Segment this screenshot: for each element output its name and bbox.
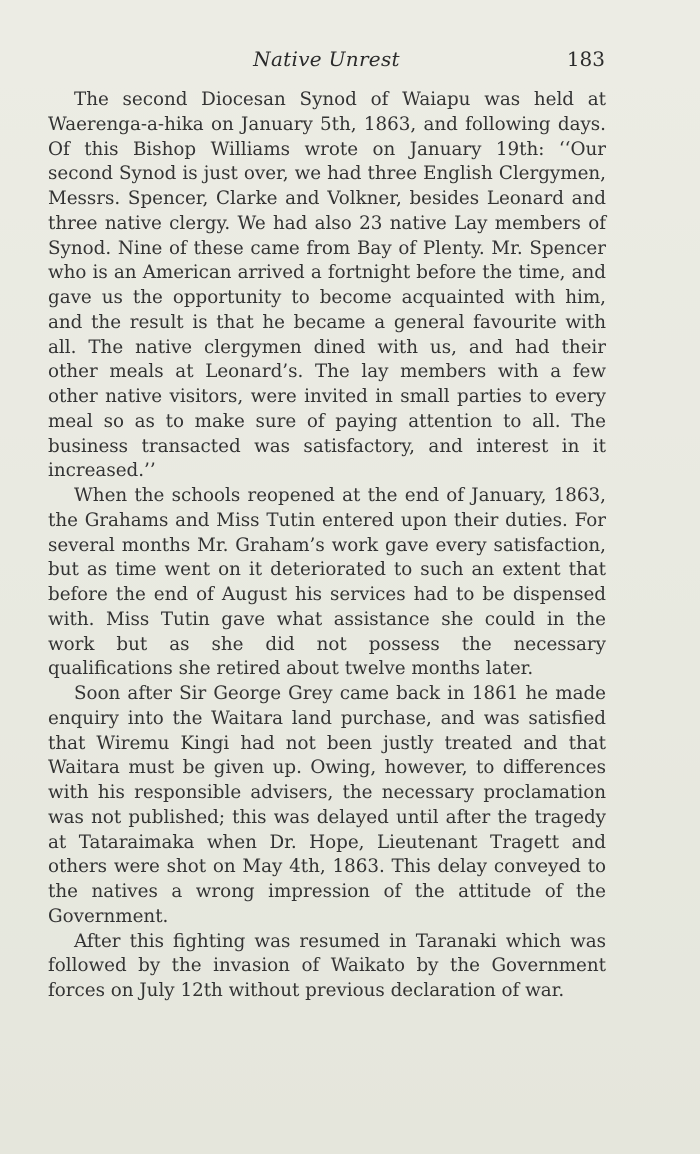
paragraph-taranaki: After this fighting was resumed in Taranaki which was followed by the invasion of Waikato by the Government forces on July 12th without previous declaration of war. (48, 930, 606, 1001)
running-title: Native Unrest (253, 47, 400, 71)
paragraph-schools: When the schools reopened at the end of January, 1863, the Grahams and Miss Tutin entered upon their duties. For several months Mr. Graham’s work gave every satisfaction, but as time went on it deteriorated to such an extent that before the end of August his services had to be dispensed with. Miss Tutin gave what assistance she could in the work but as she did not possess the necessary qualifications she retired about twelve months later. (48, 485, 606, 680)
body-text (48, 88, 606, 1004)
paragraph-synod: The second Diocesan Synod of Waiapu was held at Waerenga-a-hika on January 5th, 1863, and following days. Of this Bishop Williams wrote on January 19th: ‘‘Our second Synod is just over, we had three English Clergymen, Messrs. Spencer, Clarke and Volkner, besides Leonard and three native clergy. We had also 23 native Lay members of Synod. Nine of these came from Bay of Plenty. Mr. Spencer who is an American arrived a fortnight before the time, and gave us the opportunity to become acquainted with him, and the result is that he became a general favourite with all. The native clergymen dined with us, and had their other meals at Leonard’s. The lay members with a few other native visitors, were invited in small parties to every meal so as to make sure of paying attention to all. The business transacted was satisfactory, and interest in it increased.’’ (48, 89, 606, 482)
paragraph-waitara: Soon after Sir George Grey came back in 1861 he made enquiry into the Waitara land purchase, and was satisfied that Wiremu Kingi had not been justly treated and that Waitara must be given up. Owing, however, to differences with his responsible advisers, the necessary proclamation was not published; this was delayed until after the tragedy at Tataraimaka when Dr. Hope, Lieutenant Tragett and others were shot on May 4th, 1863. This delay conveyed to the natives a wrong impression of the attitude of the Government. (48, 683, 606, 927)
page-number: 183 (566, 47, 605, 71)
page-header (48, 47, 605, 73)
